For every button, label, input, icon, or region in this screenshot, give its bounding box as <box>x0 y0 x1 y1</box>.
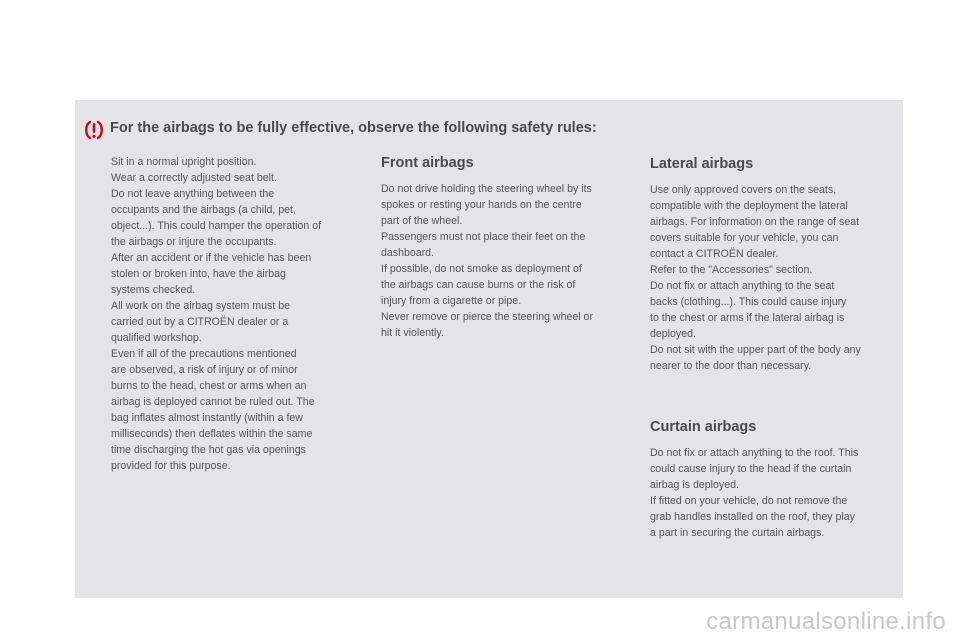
curtain-airbags-text-line: airbag is deployed. <box>650 479 739 491</box>
intro-text-line: are observed, a risk of injury or of minor <box>111 364 298 376</box>
front-airbags-text-line: spokes or resting your hands on the centre <box>381 199 582 211</box>
lateral-airbags-text-line: backs (clothing...). This could cause injury <box>650 296 847 308</box>
lateral-airbags-text-line: to the chest or arms if the lateral airbag is <box>650 312 845 324</box>
intro-text-line: occupants and the airbags (a child, pet, <box>111 204 296 216</box>
curtain-airbags-text-line: If fitted on your vehicle, do not remove the <box>650 495 848 507</box>
intro-text-line: Wear a correctly adjusted seat belt. <box>111 172 277 184</box>
intro-text-line: carried out by a CITROËN dealer or a <box>111 316 289 328</box>
lateral-airbags-text-line: airbags. For information on the range of seat <box>650 216 860 228</box>
intro-text-line: All work on the airbag system must be <box>111 300 290 312</box>
curtain-airbags-text-line: a part in securing the curtain airbags. <box>650 527 825 539</box>
curtain-airbags-section <box>650 417 900 541</box>
lateral-airbags-text-line: Use only approved covers on the seats, <box>650 184 837 196</box>
lateral-airbags-section <box>650 154 900 374</box>
intro-text-line: burns to the head, chest or arms when an <box>111 380 307 392</box>
intro-column <box>111 154 361 474</box>
curtain-airbags-text-line: grab handles installed on the roof, they play <box>650 511 855 523</box>
lateral-airbags-text-line: covers suitable for your vehicle, you can <box>650 232 839 244</box>
curtain-airbags-title: Curtain airbags <box>650 419 757 435</box>
intro-text-line: Do not leave anything between the <box>111 188 275 200</box>
front-airbags-text-line: part of the wheel. <box>381 215 463 227</box>
lateral-airbags-title: Lateral airbags <box>650 156 754 172</box>
intro-text-line: bag inflates almost instantly (within a few <box>111 412 303 424</box>
curtain-airbags-text-line: could cause injury to the head if the curtain <box>650 463 852 475</box>
intro-text-line: milliseconds) then deflates within the same <box>111 428 313 440</box>
lateral-airbags-text-line: deployed. <box>650 328 696 340</box>
lateral-airbags-text-line: Do not fix or attach anything to the seat <box>650 280 835 292</box>
front-airbags-text-line: If possible, do not smoke as deployment of <box>381 263 582 275</box>
front-airbags-section <box>381 153 636 341</box>
front-airbags-text-line: Do not drive holding the steering wheel by its <box>381 183 592 195</box>
front-airbags-text-line: Never remove or pierce the steering wheel or <box>381 311 593 323</box>
front-airbags-text-line: hit it violently. <box>381 327 444 339</box>
front-airbags-title: Front airbags <box>381 155 474 171</box>
curtain-airbags-text-line: Do not fix or attach anything to the roof. This <box>650 447 859 459</box>
intro-text-line: time discharging the hot gas via openings <box>111 444 306 456</box>
intro-text-line: qualified workshop. <box>111 332 202 344</box>
intro-text-line: After an accident or if the vehicle has been <box>111 252 312 264</box>
lateral-airbags-text-line: Do not sit with the upper part of the body any <box>650 344 861 356</box>
intro-text-line: airbag is deployed cannot be ruled out. The <box>111 396 315 408</box>
intro-text-line: provided for this purpose. <box>111 460 231 472</box>
safety-rules-heading: For the airbags to be fully effective, observe the following safety rules: <box>110 120 597 136</box>
intro-text-line: stolen or broken into, have the airbag <box>111 268 286 280</box>
intro-text-line: object...). This could hamper the operation of <box>111 220 322 232</box>
lateral-airbags-text-line: Refer to the "Accessories" section. <box>650 264 813 276</box>
intro-text-line: Even if all of the precautions mentioned <box>111 348 297 360</box>
watermark-text: carmanualsonline.info <box>706 608 946 635</box>
warning-exclamation-icon <box>83 119 105 141</box>
intro-text-line: systems checked. <box>111 284 196 296</box>
front-airbags-text-line: the airbags can cause burns or the risk of <box>381 279 576 291</box>
lateral-airbags-text-line: nearer to the door than necessary. <box>650 360 812 372</box>
lateral-airbags-text-line: contact a CITROËN dealer. <box>650 248 779 260</box>
front-airbags-text-line: dashboard. <box>381 247 435 259</box>
lateral-airbags-text-line: compatible with the deployment the lateral <box>650 200 848 212</box>
front-airbags-text-line: injury from a cigarette or pipe. <box>381 295 522 307</box>
front-airbags-text-line: Passengers must not place their feet on the <box>381 231 586 243</box>
intro-text-line: the airbags or injure the occupants. <box>111 236 277 248</box>
intro-text-line: Sit in a normal upright position. <box>111 156 257 168</box>
